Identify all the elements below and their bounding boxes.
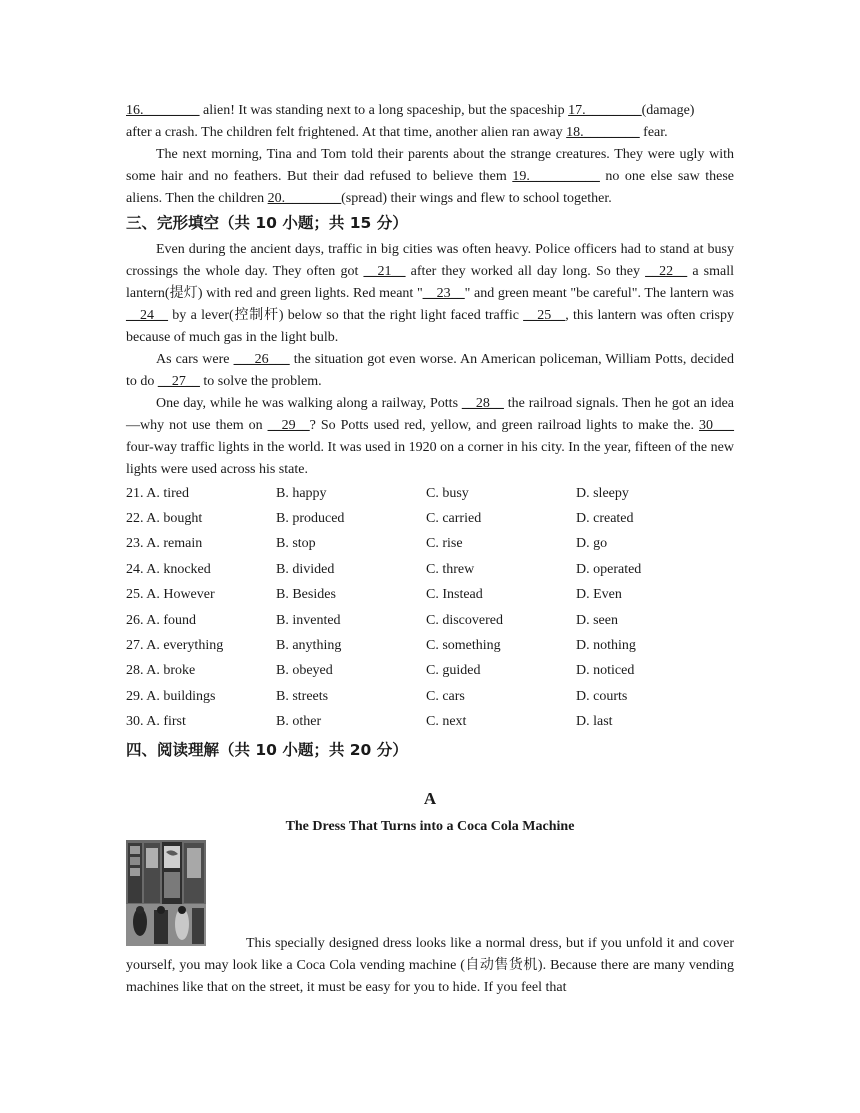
cloze-paragraph-3 bbox=[126, 393, 734, 481]
option-c[interactable]: C. Instead bbox=[426, 587, 483, 603]
text: (damage) bbox=[641, 103, 695, 118]
passage-line-2 bbox=[126, 122, 734, 144]
option-d[interactable]: D. noticed bbox=[576, 663, 635, 679]
reading-text: This specially designed dress looks like a normal dress, but if you unfold it and cover yourself, you may look like a Coca Cola vending machine (自动售货机). Because there are many vending machines like that on the street, it must be easy for you to hide. If you feel that bbox=[126, 935, 734, 995]
option-row bbox=[126, 659, 734, 684]
option-b[interactable]: B. happy bbox=[276, 485, 327, 501]
vending-machine-dress-photo bbox=[126, 840, 206, 946]
option-d[interactable]: D. operated bbox=[576, 561, 642, 577]
option-b[interactable]: B. streets bbox=[276, 688, 329, 704]
option-row bbox=[126, 583, 734, 608]
option-row bbox=[126, 557, 734, 582]
blank-29[interactable]: __29__ bbox=[267, 418, 310, 433]
text: by a lever(控制杆) below so that the right light faced traffic bbox=[168, 308, 524, 323]
option-row bbox=[126, 532, 734, 557]
blank-19[interactable]: 19.__________ bbox=[512, 169, 600, 184]
option-b[interactable]: B. obeyed bbox=[276, 663, 333, 679]
option-d[interactable]: D. seen bbox=[576, 612, 618, 628]
passage-label: A bbox=[423, 788, 437, 808]
section-3-heading: 三、完形填空（共 10 小题；共 15 分） bbox=[126, 214, 408, 232]
option-b[interactable]: B. invented bbox=[276, 612, 341, 628]
text: the railroad signals. Then he got an idea—why not use them on bbox=[126, 396, 734, 433]
blank-27[interactable]: __27__ bbox=[157, 374, 200, 389]
option-b[interactable]: B. stop bbox=[276, 536, 316, 552]
option-a[interactable]: 30. A. first bbox=[126, 714, 186, 730]
text: no one else saw these aliens. Then the children bbox=[126, 169, 734, 206]
section-4-heading: 四、阅读理解（共 10 小题；共 20 分） bbox=[126, 740, 408, 759]
passage-title: The Dress That Turns into a Coca Cola Machine bbox=[285, 818, 575, 834]
option-row bbox=[126, 506, 734, 531]
text: ? So Potts used red, yellow, and green railroad lights to make the. bbox=[309, 418, 699, 433]
photo-row bbox=[126, 840, 734, 946]
text: after they worked all day long. So they bbox=[405, 264, 646, 279]
option-b[interactable]: B. Besides bbox=[276, 587, 336, 603]
option-d[interactable]: D. nothing bbox=[576, 638, 636, 654]
text: (spread) their wings and flew to school together. bbox=[341, 191, 612, 206]
option-a[interactable]: 21. A. tired bbox=[126, 485, 189, 501]
option-b[interactable]: B. produced bbox=[276, 511, 345, 527]
text: fear. bbox=[639, 125, 668, 140]
option-a[interactable]: 22. A. bought bbox=[126, 511, 203, 527]
text: a small lantern(提灯) with red and green lights. Red meant " bbox=[126, 264, 735, 301]
blank-18[interactable]: 18.________ bbox=[566, 125, 640, 140]
cloze-paragraph-2 bbox=[126, 349, 734, 393]
text: " and green meant "be careful". The lantern was bbox=[464, 286, 734, 301]
option-a[interactable]: 28. A. broke bbox=[126, 663, 196, 679]
option-row bbox=[126, 633, 734, 658]
option-row bbox=[126, 684, 734, 709]
option-a[interactable]: 25. A. However bbox=[126, 587, 215, 603]
blank-22[interactable]: __22__ bbox=[645, 264, 688, 279]
option-c[interactable]: C. discovered bbox=[426, 612, 503, 628]
option-c[interactable]: C. threw bbox=[426, 561, 475, 577]
cloze-paragraph-1 bbox=[126, 239, 734, 349]
text: As cars were bbox=[156, 352, 234, 367]
blank-17[interactable]: 17.________ bbox=[568, 103, 642, 118]
option-a[interactable]: 23. A. remain bbox=[126, 536, 203, 552]
blank-30[interactable]: 30___ bbox=[699, 418, 734, 433]
text: to solve the problem. bbox=[199, 374, 322, 389]
option-a[interactable]: 26. A. found bbox=[126, 612, 196, 628]
blank-16[interactable]: 16.________ bbox=[126, 103, 200, 118]
text: , this lantern was often crispy because of much gas in the light bulb. bbox=[126, 308, 734, 345]
option-row bbox=[126, 481, 734, 506]
blank-26[interactable]: ___26___ bbox=[233, 352, 290, 367]
blank-24[interactable]: __24__ bbox=[126, 308, 168, 323]
passage-paragraph-2 bbox=[126, 144, 734, 210]
option-c[interactable]: C. something bbox=[426, 638, 501, 654]
option-b[interactable]: B. anything bbox=[276, 638, 342, 654]
option-c[interactable]: C. guided bbox=[426, 663, 481, 679]
document-page bbox=[126, 100, 734, 999]
text: after a crash. The children felt frightened. At that time, another alien ran away bbox=[126, 125, 567, 140]
text: four-way traffic lights in the world. It was used in 1920 on a corner in his city. In the year, fifteen of the new lights were used across his state. bbox=[126, 440, 734, 477]
passage-line-1 bbox=[126, 100, 734, 122]
option-d[interactable]: D. created bbox=[576, 511, 634, 527]
option-a[interactable]: 24. A. knocked bbox=[126, 561, 211, 577]
text: alien! It was standing next to a long spaceship, but the spaceship bbox=[199, 103, 569, 118]
answer-options bbox=[126, 481, 734, 735]
option-c[interactable]: C. busy bbox=[426, 485, 469, 501]
text: One day, while he was walking along a railway, Potts bbox=[156, 396, 462, 411]
option-d[interactable]: D. Even bbox=[576, 587, 622, 603]
text: the situation got even worse. An American policeman, William Potts, decided to do bbox=[126, 352, 734, 389]
option-row bbox=[126, 608, 734, 633]
option-d[interactable]: D. go bbox=[576, 536, 608, 552]
option-c[interactable]: C. rise bbox=[426, 536, 463, 552]
option-a[interactable]: 27. A. everything bbox=[126, 638, 224, 654]
option-c[interactable]: C. cars bbox=[426, 688, 465, 704]
option-b[interactable]: B. other bbox=[276, 714, 322, 730]
blank-25[interactable]: __25__ bbox=[523, 308, 566, 323]
option-d[interactable]: D. last bbox=[576, 714, 613, 730]
blank-28[interactable]: __28__ bbox=[461, 396, 504, 411]
blank-23[interactable]: __23__ bbox=[422, 286, 465, 301]
option-row bbox=[126, 710, 734, 735]
option-c[interactable]: C. next bbox=[426, 714, 467, 730]
text: The next morning, Tina and Tom told their parents about the strange creatures. They were ugly with some hair and no feathers. But their dad refused to believe them bbox=[126, 147, 734, 184]
blank-21[interactable]: __21__ bbox=[363, 264, 406, 279]
option-a[interactable]: 29. A. buildings bbox=[126, 688, 216, 704]
option-d[interactable]: D. courts bbox=[576, 688, 628, 704]
option-b[interactable]: B. divided bbox=[276, 561, 335, 577]
option-d[interactable]: D. sleepy bbox=[576, 485, 629, 501]
blank-20[interactable]: 20.________ bbox=[267, 191, 342, 206]
option-c[interactable]: C. carried bbox=[426, 511, 482, 527]
text: Even during the ancient days, traffic in big cities was often heavy. Police officers had to stand at busy crossings the whole day. They often got bbox=[126, 242, 734, 279]
